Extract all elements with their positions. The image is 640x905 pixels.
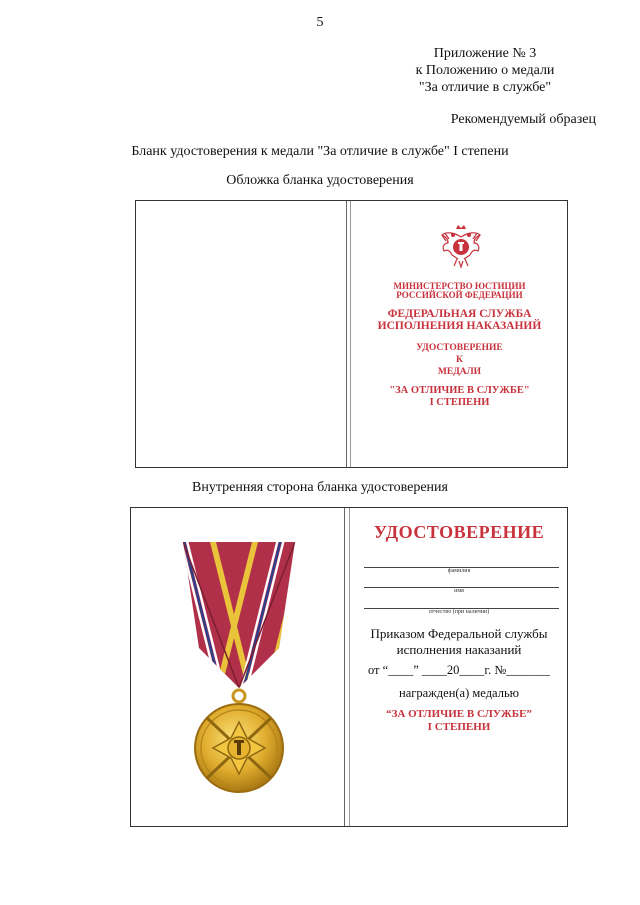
sample-label: Рекомендуемый образец (450, 112, 596, 127)
appendix-line-2: к Положению о медали (415, 63, 555, 78)
cover-cert-line-2: К (456, 355, 463, 365)
order-text (349, 626, 569, 658)
medal-name-line-1: “ЗА ОТЛИЧИЕ В СЛУЖБЕ” (386, 708, 532, 720)
patronymic-caption: отчество (при наличии) (428, 609, 490, 615)
name-caption: имя (454, 588, 464, 594)
certificate-heading: УДОСТОВЕРЕНИЕ (373, 522, 545, 542)
inner-title: Внутренняя сторона бланка удостоверения (192, 480, 448, 495)
double-headed-eagle-emblem-icon (438, 223, 484, 269)
inner-panel (130, 507, 568, 827)
cover-federation: РОССИЙСКОЙ ФЕДЕРАЦИИ (396, 290, 523, 300)
cover-fold-line (346, 201, 347, 467)
order-line-2: исполнения наказаний (396, 642, 522, 657)
cover-service-line-1: ФЕДЕРАЛЬНАЯ СЛУЖБА (387, 308, 532, 320)
page-number: 5 (316, 15, 324, 30)
cover-medal-line-2: I СТЕПЕНИ (429, 397, 490, 408)
cover-title: Обложка бланка удостоверения (226, 173, 414, 188)
date-line: от “____” ____20____г. №_______ (367, 663, 551, 677)
cover-cert-line-3: МЕДАЛИ (437, 367, 482, 377)
cover-medal-line-1: "ЗА ОТЛИЧИЕ В СЛУЖБЕ" (389, 385, 530, 396)
cover-service-line-2: ИСПОЛНЕНИЯ НАКАЗАНИЙ (377, 320, 542, 332)
medal-image (169, 538, 309, 798)
blank-title: Бланк удостоверения к медали "За отличие в службе" I степени (131, 144, 509, 159)
appendix-header (380, 45, 590, 96)
cover-panel (135, 200, 568, 468)
surname-caption: фамилия (447, 568, 471, 574)
appendix-line-3: "За отличие в службе" (418, 80, 552, 95)
medal-name-line-2: I СТЕПЕНИ (427, 721, 491, 733)
awarded-text: награжден(а) медалью (399, 686, 519, 700)
inner-fold-line (344, 508, 345, 826)
order-line-1: Приказом Федеральной службы (370, 626, 548, 641)
cover-cert-line-1: УДОСТОВЕРЕНИЕ (416, 343, 503, 353)
cover-ministry: МИНИСТЕРСТВО ЮСТИЦИИ (393, 281, 526, 291)
medal-name (349, 708, 569, 734)
cover-front (350, 201, 569, 467)
appendix-line-1: Приложение № 3 (433, 46, 537, 61)
inner-right-page (349, 508, 569, 826)
